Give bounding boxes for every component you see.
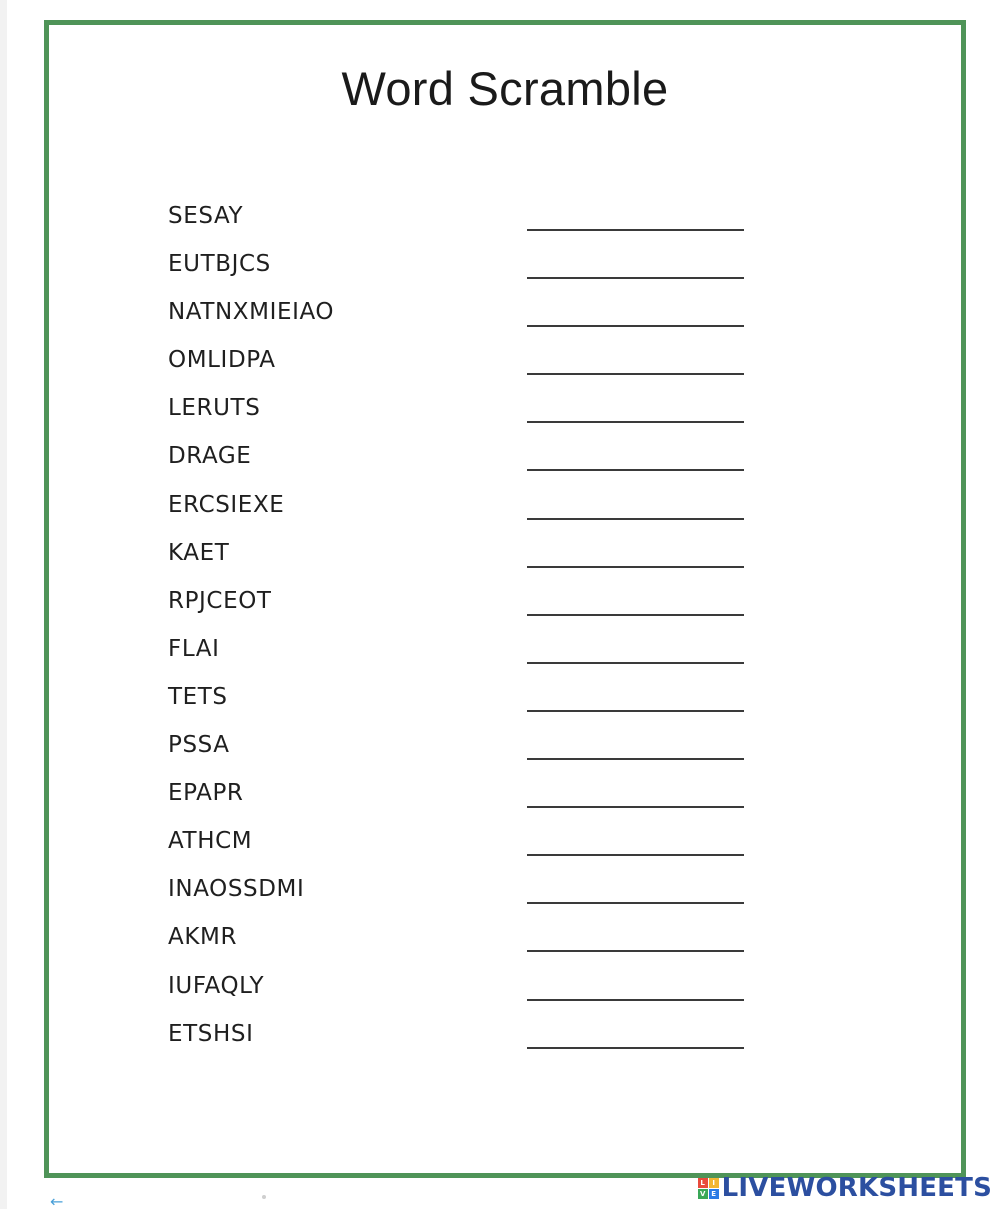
scrambled-word: IUFAQLY [168,972,265,999]
worksheet-frame [44,20,966,1178]
answer-blank[interactable] [527,710,744,712]
word-row [168,387,868,435]
page-dot [262,1195,266,1199]
word-row [168,532,868,580]
answer-blank[interactable] [527,950,744,952]
scrambled-word: DRAGE [168,443,252,470]
scrambled-word: RPJCEOT [168,587,272,614]
word-row [168,820,868,868]
liveworksheets-logo-icon [698,1178,719,1199]
scrambled-word: EPAPR [168,780,244,807]
word-row [168,868,868,916]
page-margin-strip [0,0,7,1209]
word-row [168,1013,868,1061]
answer-blank[interactable] [527,325,744,327]
answer-blank[interactable] [527,469,744,471]
worksheet-title: Word Scramble [341,62,669,115]
answer-blank[interactable] [527,806,744,808]
scrambled-word: ATHCM [168,828,253,855]
word-row [168,628,868,676]
answer-blank[interactable] [527,373,744,375]
logo-square: L [698,1178,708,1188]
answer-blank[interactable] [527,566,744,568]
scrambled-word: LERUTS [168,395,261,422]
answer-blank[interactable] [527,614,744,616]
scrambled-word: KAET [168,539,230,566]
word-row [168,772,868,820]
word-row [168,965,868,1013]
word-row [168,195,868,243]
scrambled-word: OMLIDPA [168,347,276,374]
answer-blank[interactable] [527,518,744,520]
scrambled-word: NATNXMIEIAO [168,299,335,326]
scrambled-word: PSSA [168,732,230,759]
scrambled-word: SESAY [168,203,244,229]
scrambled-word: FLAI [168,635,220,662]
scrambled-word: ETSHSI [168,1020,254,1047]
answer-blank[interactable] [527,902,744,904]
word-row [168,724,868,772]
back-arrow-icon[interactable]: ← [50,1192,64,1211]
word-row [168,484,868,532]
scrambled-word: TETS [168,683,228,710]
answer-blank[interactable] [527,999,744,1001]
word-row [168,916,868,964]
logo-square: E [709,1189,719,1199]
answer-blank[interactable] [527,421,744,423]
scrambled-word: EUTBJCS [168,251,271,278]
answer-blank[interactable] [527,277,744,279]
answer-blank[interactable] [527,662,744,664]
answer-blank[interactable] [527,1047,744,1049]
word-row [168,676,868,724]
answer-blank[interactable] [527,854,744,856]
brand-name: LIVEWORKSHEETS [721,1173,992,1203]
word-row [168,435,868,483]
word-row [168,243,868,291]
answer-blank[interactable] [527,229,744,231]
word-row [168,580,868,628]
word-row [168,339,868,387]
word-list [168,195,868,1061]
scrambled-word: AKMR [168,924,238,951]
liveworksheets-brand [698,1173,992,1203]
answer-blank[interactable] [527,758,744,760]
word-row [168,291,868,339]
logo-square: I [709,1178,719,1188]
scrambled-word: ERCSIEXE [168,491,285,518]
scrambled-word: INAOSSDMI [168,876,305,903]
logo-square: V [698,1189,708,1199]
